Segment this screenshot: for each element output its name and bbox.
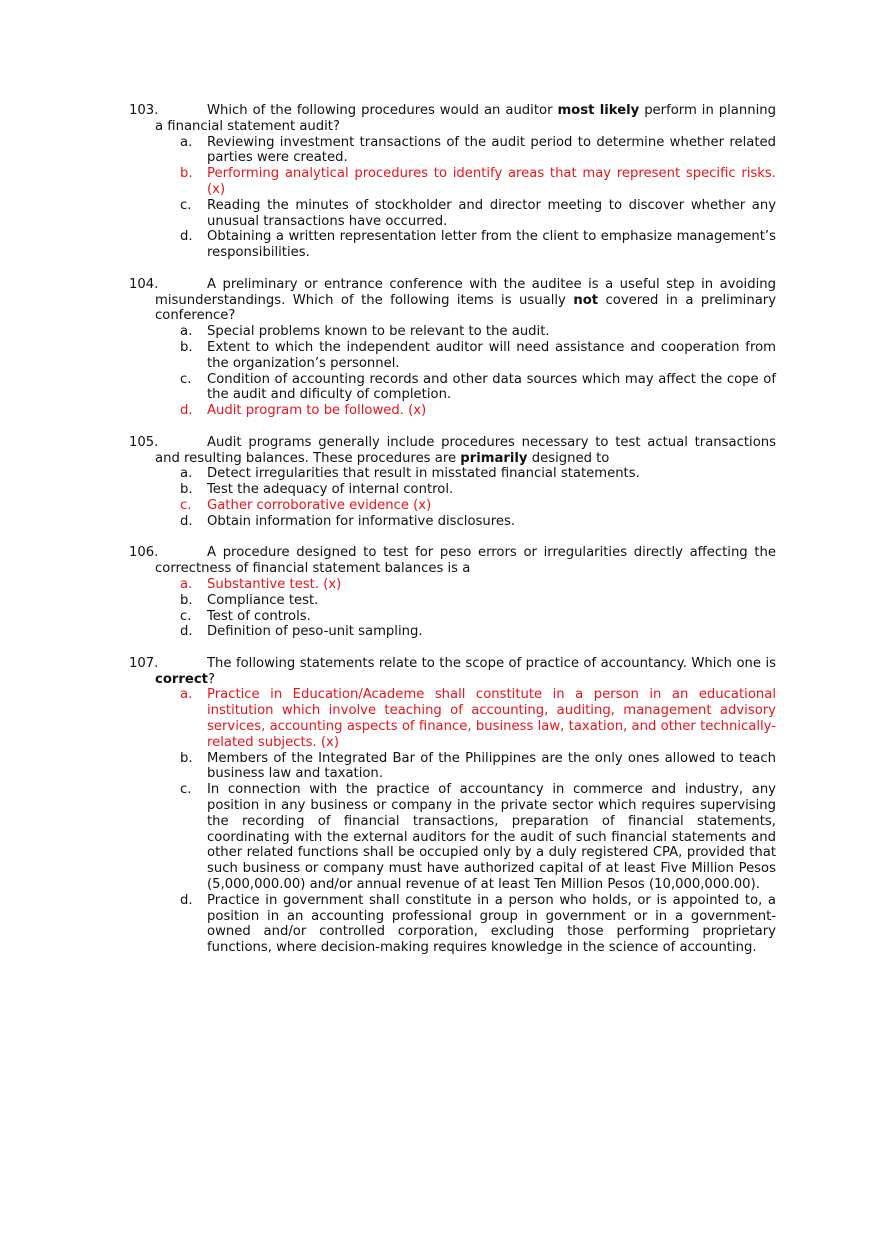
- question-stem: 107. The following statements relate to the scope of practice of accountancy. Which one is correct?: [129, 655, 776, 687]
- choice-b: b. Test the adequacy of internal control.: [180, 482, 454, 498]
- choice-a-answer: a. Substantive test. (x): [180, 576, 342, 592]
- question-stem: 105. Audit programs generally include procedures necessary to test actual transactions and resulting balances. These procedures are primarily designed to: [129, 434, 776, 466]
- question-107: [129, 656, 776, 956]
- emphasis: correct: [155, 671, 208, 687]
- choice-d: d. Obtain information for informative disclosures.: [180, 513, 516, 529]
- choice-list: [129, 466, 776, 529]
- choice-a: a. Reviewing investment transactions of the audit period to determine whether related parties were created.: [180, 134, 776, 166]
- choice-a-answer: a. Practice in Education/Academe shall constitute in a person in an educational institution which involve teaching of accounting, auditing, management advisory services, accounting aspects of finance, business law, taxation, and other technically-related subjects. (x): [180, 687, 776, 750]
- choice-list: [129, 687, 776, 956]
- choice-d: d. Obtaining a written representation letter from the client to emphasize management’s responsibilities.: [180, 229, 776, 261]
- question-number: 107.: [129, 655, 159, 671]
- emphasis: not: [573, 292, 599, 308]
- choice-b: b. Compliance test.: [180, 592, 319, 608]
- emphasis: most likely: [557, 103, 640, 118]
- choice-d-answer: d. Audit program to be followed. (x): [180, 403, 427, 419]
- choice-b: b. Members of the Integrated Bar of the Philippines are the only ones allowed to teach business law and taxation.: [180, 750, 776, 782]
- choice-c: c. Condition of accounting records and other data sources which may affect the cope of the audit and dificulty of completion.: [180, 371, 776, 403]
- question-104: [129, 277, 776, 419]
- choice-c: c. Reading the minutes of stockholder and director meeting to discover whether any unusual transactions have occurred.: [180, 197, 776, 229]
- choice-d: d. Definition of peso-unit sampling.: [180, 624, 423, 640]
- question-number: 105.: [129, 434, 159, 450]
- choice-c: c. In connection with the practice of accountancy in commerce and industry, any position in any business or company in the private sector which requires supervising the recording of financial transactions, preparation of financial statements, coordinating with the external auditors for the audit of such financial statements and other related functions shall be occupied only by a duly registered CPA, provided that such business or company must have authorized capital of at least Five Million Pesos (5,000,000.00) and/or annual revenue of at least Ten Million Pesos (10,000,000.00).: [180, 782, 776, 893]
- choice-b: b. Extent to which the independent auditor will need assistance and cooperation from the organization’s personnel.: [180, 339, 776, 371]
- question-number: 106.: [129, 545, 159, 561]
- question-number: 104.: [129, 276, 159, 292]
- question-106: [129, 545, 776, 640]
- choice-b-answer: b. Performing analytical procedures to identify areas that may represent specific risks. (x): [180, 166, 776, 197]
- choice-d: d. Practice in government shall constitute in a person who holds, or is appointed to, a position in an accounting professional group in government or in a government-owned and/or controlled corporation, excluding those performing proprietary functions, where decision-making requires knowledge in the science of accounting.: [180, 892, 776, 956]
- choice-a: a. Special problems known to be relevant to the audit.: [180, 324, 550, 340]
- question-stem: 103. Which of the following procedures would an auditor most likely perform in planning a financial statement audit?: [129, 103, 776, 134]
- choice-list: [129, 577, 776, 640]
- question-stem: 106. A procedure designed to test for peso errors or irregularities directly affecting the correctness of financial statement balances is a: [129, 545, 776, 577]
- document-page: [129, 103, 776, 972]
- question-103: [129, 103, 776, 261]
- choice-c-answer: c. Gather corroborative evidence (x): [180, 497, 432, 513]
- choice-list: [129, 324, 776, 419]
- question-stem: 104. A preliminary or entrance conference with the auditee is a useful step in avoiding misunderstandings. Which of the following items is usually not covered in a preliminary conference?: [129, 276, 776, 324]
- question-number: 103.: [129, 103, 159, 118]
- choice-list: [129, 135, 776, 261]
- choice-c: c. Test of controls.: [180, 608, 311, 624]
- choice-a: a. Detect irregularities that result in misstated financial statements.: [180, 466, 640, 482]
- question-105: [129, 435, 776, 530]
- emphasis: primarily: [460, 450, 528, 466]
